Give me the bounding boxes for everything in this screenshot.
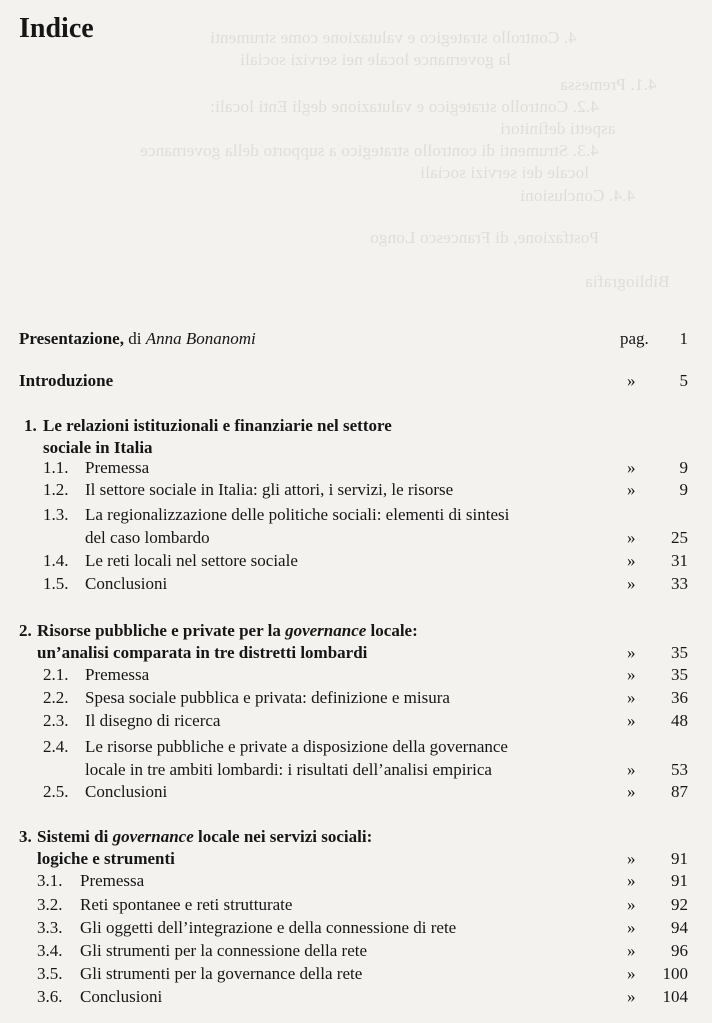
chapter-number: 1. — [24, 416, 37, 435]
page-marker: » — [627, 871, 636, 890]
page-number: 36 — [671, 688, 688, 707]
page-number: 5 — [679, 371, 688, 390]
chapter-title-b: locale: — [366, 621, 418, 640]
page-marker: » — [627, 711, 636, 730]
toc-section-2-4[interactable] — [0, 736, 712, 782]
section-number: 2.3. — [43, 711, 69, 730]
section-title: Conclusioni — [80, 987, 163, 1006]
section-number: 1.3. — [43, 505, 69, 524]
section-title: Il disegno di ricerca — [85, 711, 221, 730]
page-number: 1 — [679, 329, 688, 348]
entry-title: Presentazione, — [19, 329, 124, 348]
section-number: 1.5. — [43, 574, 69, 593]
section-title: Premessa — [85, 458, 150, 477]
section-number: 3.4. — [37, 941, 63, 960]
page-marker: » — [627, 480, 636, 499]
ghost-line: 4.4. Conclusioni — [520, 186, 636, 205]
chapter-number: 2. — [19, 621, 32, 640]
toc-section-2-3[interactable] — [0, 710, 712, 734]
section-number: 3.3. — [37, 918, 63, 937]
entry-author: Anna Bonanomi — [145, 329, 256, 348]
ghost-line: 4.2. Controllo strategico e valutazione degli Enti locali: — [210, 97, 599, 116]
ghost-line: aspetti definitori — [500, 119, 616, 138]
page-marker: » — [627, 760, 636, 779]
ghost-line: la governance locale nei servizi sociali — [240, 50, 511, 69]
section-number: 2.1. — [43, 665, 69, 684]
chapter-title-line2: logiche e strumenti — [37, 849, 175, 868]
page-marker: » — [627, 918, 636, 937]
toc-section-1-2[interactable] — [0, 479, 712, 503]
page-number: 35 — [671, 665, 688, 684]
section-number: 1.4. — [43, 551, 69, 570]
chapter-title-line2: sociale in Italia — [43, 438, 153, 457]
page-number: 33 — [671, 574, 688, 593]
section-title: Le reti locali nel settore sociale — [85, 551, 298, 570]
toc-section-3-1[interactable] — [0, 870, 712, 894]
page-number: 48 — [671, 711, 688, 730]
section-title: Conclusioni — [85, 574, 168, 593]
section-title: La regionalizzazione delle politiche sociali: elementi di sintesi — [85, 505, 510, 524]
ghost-line: 4.3. Strumenti di controllo strategico a supporto della governance — [140, 141, 599, 160]
page-marker: » — [627, 665, 636, 684]
toc-section-2-1[interactable] — [0, 664, 712, 688]
toc-section-2-5[interactable] — [0, 781, 712, 805]
page-number: 100 — [662, 964, 688, 983]
section-title: Spesa sociale pubblica e privata: definizione e misura — [85, 688, 450, 707]
chapter-title-a: Risorse pubbliche e private per la — [37, 621, 286, 640]
page-marker: » — [627, 849, 636, 868]
section-title: Gli oggetti dell’integrazione e della connessione di rete — [80, 918, 457, 937]
page-number: 31 — [671, 551, 688, 570]
section-number: 3.1. — [37, 871, 63, 890]
page-marker: » — [627, 574, 636, 593]
page-title: Indice — [19, 13, 94, 44]
page-marker: » — [627, 371, 636, 390]
chapter-number: 3. — [19, 827, 32, 846]
section-title-line2: del caso lombardo — [85, 528, 210, 547]
page-marker: » — [627, 895, 636, 914]
page-number: 9 — [679, 458, 688, 477]
toc-section-3-3[interactable] — [0, 917, 712, 941]
entry-title: Introduzione — [19, 371, 114, 390]
section-title: Il settore sociale in Italia: gli attori, i servizi, le risorse — [85, 480, 454, 499]
section-number: 1.2. — [43, 480, 69, 499]
section-title: Gli strumenti per la connessione della rete — [80, 941, 368, 960]
ghost-line: locale dei servizi sociali — [420, 163, 589, 182]
toc-entry-presentazione[interactable] — [0, 328, 712, 352]
toc-section-3-4[interactable] — [0, 940, 712, 964]
page-marker: » — [627, 551, 636, 570]
toc-chapter-1[interactable] — [0, 415, 712, 461]
section-title: Le risorse pubbliche e private a disposizione della governance — [85, 737, 508, 756]
page-marker: » — [627, 643, 636, 662]
section-title: Premessa — [80, 871, 145, 890]
section-title: Premessa — [85, 665, 150, 684]
page-marker: » — [627, 964, 636, 983]
page-number: 9 — [679, 480, 688, 499]
page-number: 25 — [671, 528, 688, 547]
chapter-title — [37, 620, 418, 642]
page-marker: » — [627, 688, 636, 707]
toc-section-1-1[interactable] — [0, 457, 712, 481]
ghost-line: Bibliografia — [585, 272, 670, 291]
chapter-title — [37, 826, 372, 848]
toc-section-1-3[interactable] — [0, 504, 712, 550]
ghost-line: 4.1. Premessa — [560, 75, 657, 94]
toc-chapter-2[interactable] — [0, 620, 712, 666]
page-marker: » — [627, 458, 636, 477]
toc-section-1-4[interactable] — [0, 550, 712, 574]
toc-chapter-3[interactable] — [0, 826, 712, 872]
ghost-line: 4. Controllo strategico e valutazione come strumenti — [210, 28, 577, 47]
toc-section-2-2[interactable] — [0, 687, 712, 711]
page-marker: » — [627, 528, 636, 547]
chapter-title-line2: un’analisi comparata in tre distretti lombardi — [37, 643, 368, 662]
page-number: 53 — [671, 760, 688, 779]
page-number: 91 — [671, 871, 688, 890]
section-title-line2: locale in tre ambiti lombardi: i risultati dell’analisi empirica — [85, 760, 492, 779]
toc-section-3-2[interactable] — [0, 894, 712, 918]
section-title: Conclusioni — [85, 782, 168, 801]
chapter-title: Le relazioni istituzionali e finanziarie nel settore — [43, 416, 392, 435]
section-title: Reti spontanee e reti strutturate — [80, 895, 293, 914]
page-number: 94 — [671, 918, 688, 937]
section-number: 3.6. — [37, 987, 63, 1006]
page-number: 104 — [662, 987, 688, 1006]
page-marker: » — [627, 941, 636, 960]
chapter-title-em: governance — [112, 827, 194, 846]
toc-section-1-5[interactable] — [0, 573, 712, 597]
section-number: 3.5. — [37, 964, 63, 983]
page-marker: pag. — [620, 329, 649, 348]
page-number: 91 — [671, 849, 688, 868]
chapter-title-em: governance — [285, 621, 367, 640]
page-number: 96 — [671, 941, 688, 960]
toc-entry-introduzione[interactable] — [0, 370, 712, 394]
section-number: 2.4. — [43, 737, 69, 756]
page-marker: » — [627, 782, 636, 801]
toc-section-3-5[interactable] — [0, 963, 712, 987]
page-marker: » — [627, 987, 636, 1006]
chapter-title-b: locale nei servizi sociali: — [193, 827, 373, 846]
section-number: 2.5. — [43, 782, 69, 801]
page-number: 35 — [671, 643, 688, 662]
page-number: 92 — [671, 895, 688, 914]
section-number: 3.2. — [37, 895, 63, 914]
entry-prefix: di — [123, 329, 146, 348]
section-number: 2.2. — [43, 688, 69, 707]
toc-section-3-6[interactable] — [0, 986, 712, 1010]
section-number: 1.1. — [43, 458, 69, 477]
ghost-line: Postfazione, di Francesco Longo — [370, 228, 600, 247]
section-title: Gli strumenti per la governance della rete — [80, 964, 363, 983]
chapter-title-a: Sistemi di — [37, 827, 113, 846]
page-number: 87 — [671, 782, 688, 801]
